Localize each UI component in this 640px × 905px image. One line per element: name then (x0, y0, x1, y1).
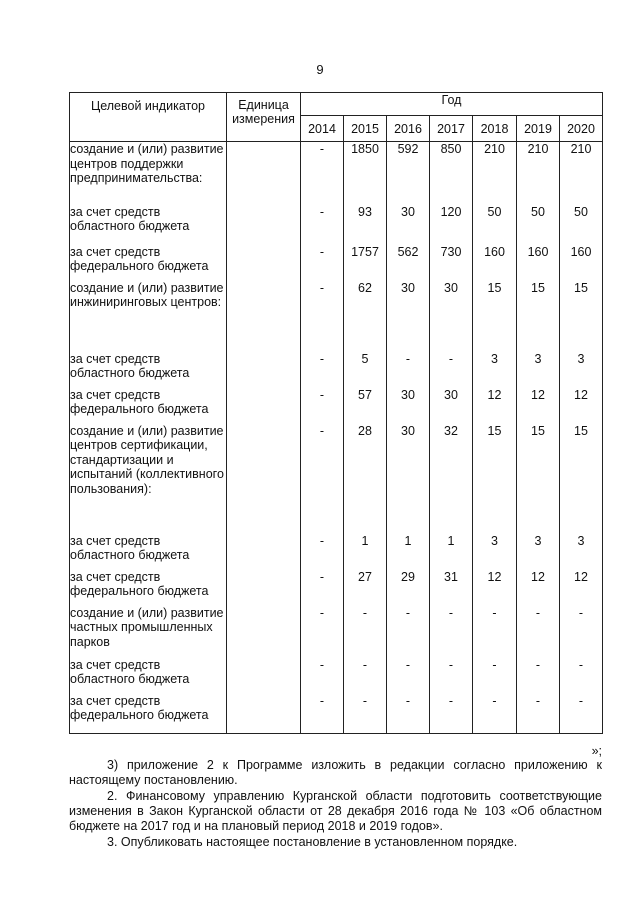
value-cell: 1850 (344, 142, 387, 205)
value-cell: - (344, 694, 387, 734)
indicator-unit (227, 424, 301, 534)
table-row (70, 424, 603, 534)
header-year-2019: 2019 (517, 116, 560, 142)
header-year-2017: 2017 (430, 116, 473, 142)
value-cell: - (387, 606, 430, 658)
value-cell: - (430, 658, 473, 694)
table-row (70, 281, 603, 352)
value-cell: 3 (517, 352, 560, 388)
value-cell: 210 (473, 142, 517, 205)
value-cell: 15 (473, 281, 517, 352)
header-year-2016: 2016 (387, 116, 430, 142)
table-row (70, 388, 603, 424)
value-cell: - (301, 352, 344, 388)
value-cell: 210 (517, 142, 560, 205)
indicator-name: за счет средств областного бюджета (70, 205, 227, 245)
value-cell: - (301, 534, 344, 570)
indicator-unit (227, 388, 301, 424)
table-row (70, 606, 603, 658)
value-cell: 50 (560, 205, 603, 245)
value-cell: 15 (473, 424, 517, 534)
page-number: 9 (316, 62, 324, 77)
value-cell: 93 (344, 205, 387, 245)
table-row (70, 205, 603, 245)
value-cell: 120 (430, 205, 473, 245)
value-cell: 3 (560, 534, 603, 570)
table-row (70, 570, 603, 606)
value-cell: - (301, 606, 344, 658)
value-cell: 15 (517, 281, 560, 352)
value-cell: 28 (344, 424, 387, 534)
value-cell: - (473, 606, 517, 658)
indicator-name: создание и (или) развитие инжиниринговых центров: (70, 281, 227, 352)
table-row (70, 694, 603, 734)
header-indicator: Целевой индикатор (70, 93, 227, 142)
indicator-table (69, 92, 603, 734)
value-cell: 50 (473, 205, 517, 245)
value-cell: 160 (517, 245, 560, 281)
value-cell: - (301, 205, 344, 245)
value-cell: - (517, 658, 560, 694)
value-cell: 210 (560, 142, 603, 205)
indicator-unit (227, 606, 301, 658)
value-cell: 15 (560, 281, 603, 352)
indicator-unit (227, 281, 301, 352)
value-cell: 3 (473, 534, 517, 570)
value-cell: 57 (344, 388, 387, 424)
value-cell: - (301, 658, 344, 694)
value-cell: - (301, 245, 344, 281)
value-cell: - (301, 281, 344, 352)
indicator-unit (227, 658, 301, 694)
indicator-name: создание и (или) развитие частных промышленных парков (70, 606, 227, 658)
value-cell: - (560, 658, 603, 694)
value-cell: 30 (387, 424, 430, 534)
indicator-name: за счет средств федерального бюджета (70, 245, 227, 281)
value-cell: 30 (387, 205, 430, 245)
header-year: Год (301, 93, 603, 116)
value-cell: - (301, 570, 344, 606)
value-cell: - (473, 658, 517, 694)
header-year-2018: 2018 (473, 116, 517, 142)
paragraph-publish: 3. Опубликовать настоящее постановление в установленном порядке. (107, 835, 518, 849)
value-cell: 15 (560, 424, 603, 534)
value-cell: 30 (430, 281, 473, 352)
indicator-unit (227, 205, 301, 245)
value-cell: 12 (560, 388, 603, 424)
paragraph-finance: 2. Финансовому управлению Курганской области подготовить соответствующие изменения в Закон Курганской области от 28 декабря 2016 года № 103 «Об областном бюджете на 2017 год и на плановый период 2018 и 2019 годов». (69, 789, 602, 833)
indicator-name: за счет средств областного бюджета (70, 352, 227, 388)
value-cell: 15 (517, 424, 560, 534)
indicator-unit (227, 245, 301, 281)
value-cell: - (517, 606, 560, 658)
value-cell: 12 (473, 388, 517, 424)
closing-quote: »; (591, 744, 602, 758)
value-cell: - (301, 694, 344, 734)
value-cell: 31 (430, 570, 473, 606)
value-cell: - (387, 658, 430, 694)
value-cell: 30 (387, 388, 430, 424)
table-row (70, 534, 603, 570)
indicator-name: за счет средств областного бюджета (70, 534, 227, 570)
indicator-unit (227, 694, 301, 734)
table-row (70, 245, 603, 281)
indicator-name: за счет средств федерального бюджета (70, 388, 227, 424)
value-cell: 730 (430, 245, 473, 281)
indicator-name: за счет средств областного бюджета (70, 658, 227, 694)
value-cell: 12 (560, 570, 603, 606)
header-year-2020: 2020 (560, 116, 603, 142)
indicator-unit (227, 570, 301, 606)
header-year-2014: 2014 (301, 116, 344, 142)
value-cell: - (560, 694, 603, 734)
value-cell: 12 (517, 388, 560, 424)
value-cell: 160 (560, 245, 603, 281)
indicator-unit (227, 534, 301, 570)
value-cell: 30 (430, 388, 473, 424)
value-cell: 3 (473, 352, 517, 388)
value-cell: 32 (430, 424, 473, 534)
value-cell: 5 (344, 352, 387, 388)
indicator-unit (227, 352, 301, 388)
value-cell: - (387, 352, 430, 388)
value-cell: 12 (473, 570, 517, 606)
value-cell: - (301, 424, 344, 534)
value-cell: 592 (387, 142, 430, 205)
table-row (70, 142, 603, 205)
value-cell: - (560, 606, 603, 658)
value-cell: 3 (560, 352, 603, 388)
value-cell: 1757 (344, 245, 387, 281)
value-cell: - (430, 352, 473, 388)
indicator-name: за счет средств федерального бюджета (70, 570, 227, 606)
header-year-2015: 2015 (344, 116, 387, 142)
indicator-unit (227, 142, 301, 205)
value-cell: 30 (387, 281, 430, 352)
value-cell: 160 (473, 245, 517, 281)
value-cell: - (344, 658, 387, 694)
table-body (70, 142, 603, 734)
indicator-name: создание и (или) развитие центров сертификации, стандартизации и испытаний (коллективного пользования): (70, 424, 227, 534)
table-row (70, 352, 603, 388)
paragraph-appendix: 3) приложение 2 к Программе изложить в редакции согласно приложению к настоящему постановлению. (69, 758, 602, 787)
value-cell: - (387, 694, 430, 734)
value-cell: 562 (387, 245, 430, 281)
value-cell: 12 (517, 570, 560, 606)
table-row (70, 658, 603, 694)
value-cell: 3 (517, 534, 560, 570)
value-cell: - (430, 694, 473, 734)
value-cell: 62 (344, 281, 387, 352)
value-cell: - (301, 388, 344, 424)
value-cell: - (473, 694, 517, 734)
value-cell: 27 (344, 570, 387, 606)
value-cell: - (430, 606, 473, 658)
value-cell: 850 (430, 142, 473, 205)
value-cell: - (301, 142, 344, 205)
value-cell: 1 (430, 534, 473, 570)
value-cell: 50 (517, 205, 560, 245)
value-cell: 1 (344, 534, 387, 570)
value-cell: - (344, 606, 387, 658)
indicator-name: за счет средств федерального бюджета (70, 694, 227, 734)
value-cell: 1 (387, 534, 430, 570)
indicator-name: создание и (или) развитие центров поддержки предпринимательства: (70, 142, 227, 205)
header-unit: Единица измерения (227, 93, 301, 142)
value-cell: 29 (387, 570, 430, 606)
value-cell: - (517, 694, 560, 734)
